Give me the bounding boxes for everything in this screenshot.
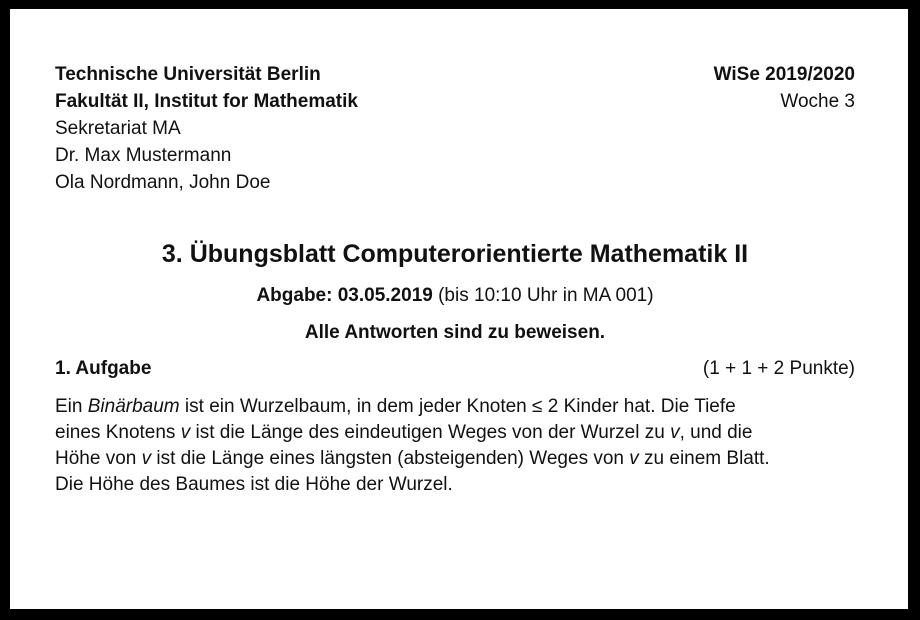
task-paragraph	[55, 394, 855, 498]
due-date-line	[55, 282, 855, 309]
document-header	[55, 61, 855, 196]
document-page	[10, 9, 908, 609]
due-time-room: (bis 10:10 Uhr in MA 001)	[432, 285, 654, 306]
task-heading-row	[55, 355, 855, 382]
header-line: Woche 3	[780, 91, 855, 112]
semester-block	[714, 61, 855, 115]
header-line: Technische Universität Berlin	[55, 64, 321, 85]
sheet-title: 3. Übungsblatt Computerorientierte Mathematik II	[161, 240, 749, 268]
task-heading: 1. Aufgabe	[55, 358, 152, 379]
due-date: Abgabe: 03.05.2019	[256, 285, 433, 306]
header-line: Sekretariat MA	[55, 118, 181, 139]
header-line: Fakultät II, Institut for Mathematik	[55, 91, 358, 112]
institution-block	[55, 61, 358, 196]
paragraph-line: eines Knotens v ist die Länge des eindeutigen Weges von der Wurzel zu v, und die	[55, 422, 753, 443]
paragraph-line: Höhe von v ist die Länge eines längsten (absteigenden) Weges von v zu einem Blatt.	[55, 448, 770, 469]
header-line: Ola Nordmann, John Doe	[55, 172, 271, 193]
task-points: (1 + 1 + 2 Punkte)	[702, 358, 855, 379]
header-line: Dr. Max Mustermann	[55, 145, 232, 166]
paragraph-line: Ein Binärbaum ist ein Wurzelbaum, in dem jeder Knoten ≤ 2 Kinder hat. Die Tiefe	[55, 396, 736, 417]
notice-line: Alle Antworten sind zu beweisen.	[304, 322, 606, 343]
header-line: WiSe 2019/2020	[713, 64, 855, 85]
paragraph-line: Die Höhe des Baumes ist die Höhe der Wurzel.	[55, 474, 453, 495]
